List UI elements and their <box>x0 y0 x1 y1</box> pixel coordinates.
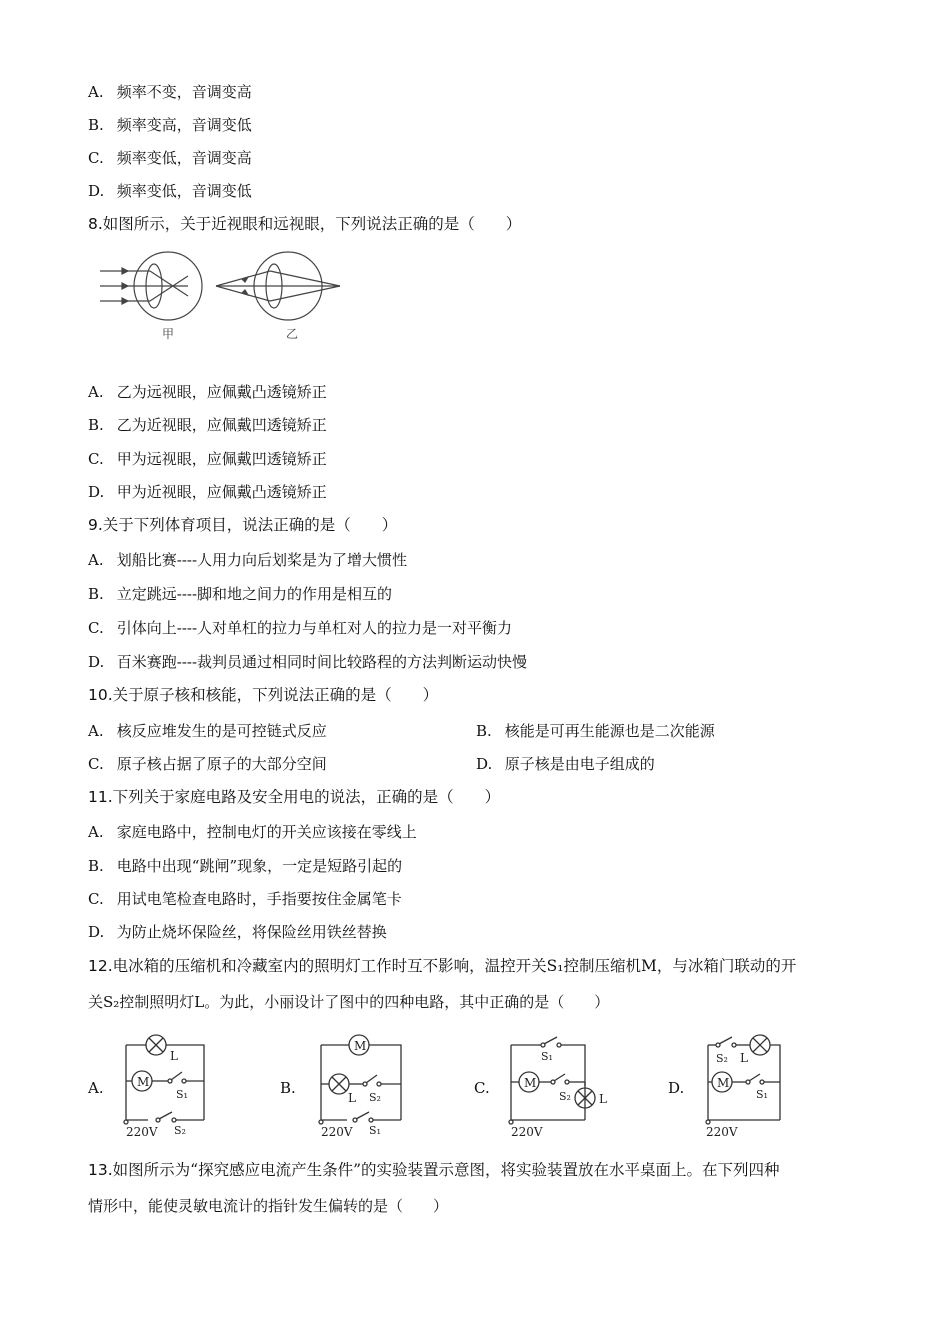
q12-stem-line2: 关S₂控制照明灯L。为此，小丽设计了图中的四种电路，其中正确的是（ ） <box>88 993 610 1011</box>
q9-option-d: D. 百米赛跑----裁判员通过相同时间比较路程的方法判断运动快慢 <box>88 653 528 671</box>
svg-text:S₁: S₁ <box>756 1088 768 1101</box>
circuit-b-label: B. <box>280 1079 296 1097</box>
q11-stem: 11.下列关于家庭电路及安全用电的说法，正确的是（ ） <box>88 788 501 806</box>
q11-option-c: C. 用试电笔检查电路时，手指要按住金属笔卡 <box>88 890 402 908</box>
q7-option-a: A. 频率不变，音调变高 <box>88 83 252 101</box>
svg-text:S₁: S₁ <box>541 1050 553 1063</box>
q10-stem: 10.关于原子核和核能，下列说法正确的是（ ） <box>88 686 439 704</box>
q13-stem-line1: 13.如图所示为“探究感应电流产生条件”的实验装置示意图，将实验装置放在水平桌面上。在下列四种 <box>88 1161 780 1179</box>
q10-option-a: A. 核反应堆发生的是可控链式反应 <box>88 722 327 740</box>
eye-jia <box>100 252 202 320</box>
svg-text:S₂: S₂ <box>174 1124 186 1137</box>
eye-diagram <box>92 246 352 344</box>
q8-option-b: B. 乙为近视眼，应佩戴凹透镜矫正 <box>88 416 327 434</box>
circuit-d <box>702 1030 802 1140</box>
svg-text:220V: 220V <box>706 1125 738 1139</box>
q8-option-a: A. 乙为远视眼，应佩戴凸透镜矫正 <box>88 383 327 401</box>
q9-option-b: B. 立定跳远----脚和地之间力的作用是相互的 <box>88 585 393 603</box>
q7-option-c: C. 频率变低，音调变高 <box>88 149 252 167</box>
q11-option-d: D. 为防止烧坏保险丝，将保险丝用铁丝替换 <box>88 923 387 941</box>
svg-text:220V: 220V <box>511 1125 543 1139</box>
q7-option-d: D. 频率变低，音调变低 <box>88 182 252 200</box>
q8-option-d: D. 甲为近视眼，应佩戴凸透镜矫正 <box>88 483 327 501</box>
q10-option-c: C. 原子核占据了原子的大部分空间 <box>88 755 327 773</box>
eye-label-yi: 乙 <box>286 327 299 341</box>
q10-option-b: B. 核能是可再生能源也是二次能源 <box>476 722 715 740</box>
svg-text:220V: 220V <box>321 1125 353 1139</box>
svg-text:S₂: S₂ <box>716 1052 728 1065</box>
svg-text:S₁: S₁ <box>369 1124 381 1137</box>
eye-yi <box>216 252 340 320</box>
q8-option-c: C. 甲为远视眼，应佩戴凹透镜矫正 <box>88 450 327 468</box>
q8-stem: 8.如图所示，关于近视眼和远视眼，下列说法正确的是（ ） <box>88 215 522 233</box>
q9-option-a: A. 划船比赛----人用力向后划桨是为了增大惯性 <box>88 551 408 569</box>
circuit-c-label: C. <box>474 1079 490 1097</box>
q12-stem-line1: 12.电冰箱的压缩机和冷藏室内的照明灯工作时互不影响，温控开关S₁控制压缩机M，与冰箱门联动的开 <box>88 957 797 975</box>
q11-option-b: B. 电路中出现“跳闸”现象，一定是短路引起的 <box>88 857 403 875</box>
circuit-c <box>505 1030 625 1140</box>
eye-label-jia: 甲 <box>162 327 175 341</box>
q9-stem: 9.关于下列体育项目，说法正确的是（ ） <box>88 516 398 534</box>
svg-text:220V: 220V <box>126 1125 158 1139</box>
circuit-b <box>315 1030 415 1140</box>
svg-text:M: M <box>717 1076 730 1090</box>
q13-stem-line2: 情形中，能使灵敏电流计的指针发生偏转的是（ ） <box>88 1197 449 1215</box>
q10-option-d: D. 原子核是由电子组成的 <box>476 755 655 773</box>
svg-text:M: M <box>354 1039 367 1053</box>
q11-option-a: A. 家庭电路中，控制电灯的开关应该接在零线上 <box>88 823 417 841</box>
svg-text:S₂: S₂ <box>559 1090 571 1103</box>
svg-text:L: L <box>348 1091 356 1105</box>
svg-text:M: M <box>137 1075 150 1089</box>
svg-text:S₂: S₂ <box>369 1091 381 1104</box>
svg-text:L: L <box>599 1092 607 1106</box>
q7-option-b: B. 频率变高，音调变低 <box>88 116 252 134</box>
circuit-d-label: D. <box>668 1079 685 1097</box>
svg-text:M: M <box>524 1076 537 1090</box>
svg-text:L: L <box>740 1051 748 1065</box>
circuit-a-label: A. <box>88 1079 104 1097</box>
svg-text:S₁: S₁ <box>176 1088 188 1101</box>
q9-option-c: C. 引体向上----人对单杠的拉力与单杠对人的拉力是一对平衡力 <box>88 619 513 637</box>
circuit-a <box>118 1030 218 1140</box>
svg-text:L: L <box>170 1049 178 1063</box>
